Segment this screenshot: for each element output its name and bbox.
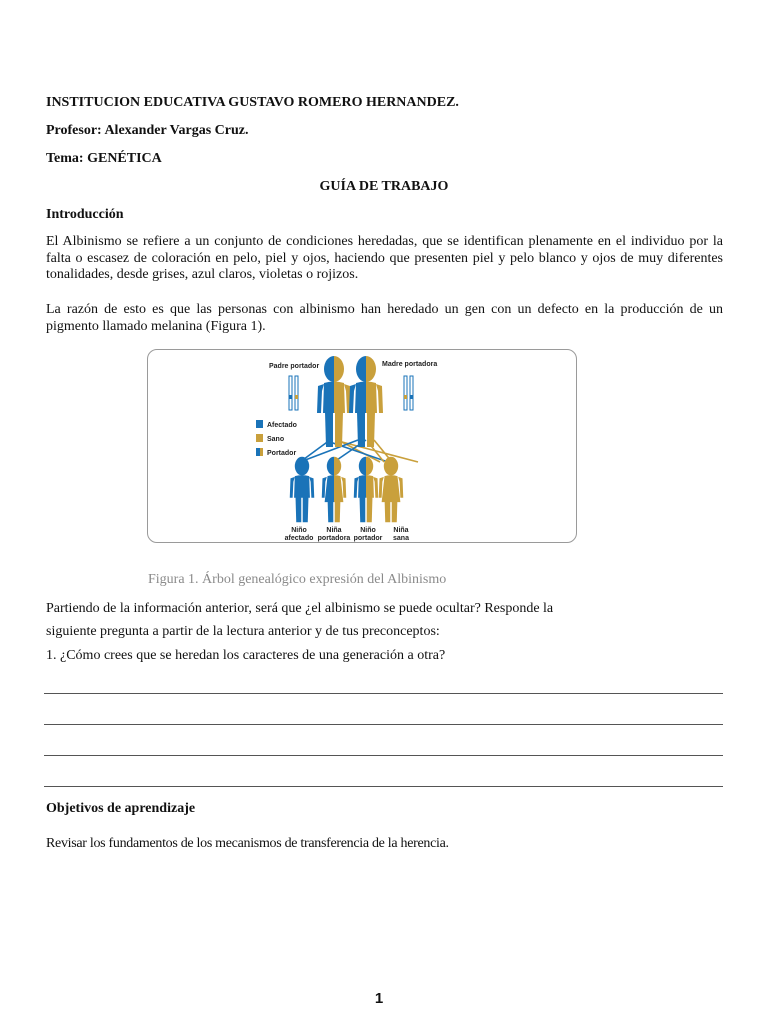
child-1-line2: afectado [284,535,314,542]
father-label: Padre portador [269,363,320,370]
objectives-text: Revisar los fundamentos de los mecanismos de transferencia de la herencia. [46,836,449,851]
pedigree-figure [147,349,577,543]
child-4-line1: Niña [393,527,409,534]
answer-line-1[interactable] [44,693,723,694]
page-number: 1 [374,990,384,1007]
legend-swatch-carrier-a [256,448,260,456]
question-1: 1. ¿Cómo crees que se heredan los caracteres de una generación a otra? [46,648,446,663]
child-4-line2: sana [393,535,409,542]
intro-paragraph-2: La razón de esto es que las personas con albinismo han heredado un gen con un defecto en la producción de un pigmento llamado melanina (Figura 1). [46,302,723,334]
mother-label: Madre portadora [382,361,438,368]
figure-caption: Figura 1. Árbol genealógico expresión del Albinismo [148,572,447,587]
legend-swatch-healthy [256,434,263,442]
child-1-line1: Niño [291,527,307,534]
father-chromosomes [289,376,298,410]
legend-affected: Afectado [267,422,297,429]
legend-swatch-carrier-b [260,448,263,456]
teacher-name: Profesor: Alexander Vargas Cruz. [46,123,249,138]
child-labels [285,527,409,542]
question-intro-line-2: siguiente pregunta a partir de la lectura anterior y de tus preconceptos: [46,624,440,639]
page-title: GUÍA DE TRABAJO [319,179,449,194]
father-figure [317,356,351,447]
institution-name: INSTITUCION EDUCATIVA GUSTAVO ROMERO HERNANDEZ. [46,95,459,110]
legend-healthy: Sano [267,436,285,443]
child-3-line2: portador [353,535,383,542]
child-healthy-girl [379,457,403,523]
child-2-line2: portadora [317,535,351,542]
legend-swatch-affected [256,420,263,428]
child-carrier-girl [322,457,346,523]
question-intro-line-1: Partiendo de la información anterior, será que ¿el albinismo se puede ocultar? Responde la [46,601,554,616]
mother-figure [349,356,383,447]
child-affected-boy [290,457,314,523]
answer-line-2[interactable] [44,724,723,725]
intro-paragraph-1: El Albinismo se refiere a un conjunto de condiciones heredadas, que se identifican plenamente en el individuo por la falta o escasez de coloración en pelo, piel y ojos, haciendo que presenten piel y pelo blanco y ojos de muy diferentes tonalidades, desde grises, azul claros, violetas o rojizos. [46,234,723,282]
answer-line-4[interactable] [44,786,723,787]
child-3-line1: Niño [360,527,376,534]
legend-carrier: Portador [267,450,297,457]
mother-chromosomes [404,376,413,410]
legend [256,420,297,457]
pedigree-diagram [148,350,578,544]
objectives-heading: Objetivos de aprendizaje [46,801,196,816]
intro-heading: Introducción [46,207,124,222]
answer-line-3[interactable] [44,755,723,756]
child-carrier-boy [354,457,378,523]
topic: Tema: GENÉTICA [46,151,162,166]
child-2-line1: Niña [326,527,342,534]
